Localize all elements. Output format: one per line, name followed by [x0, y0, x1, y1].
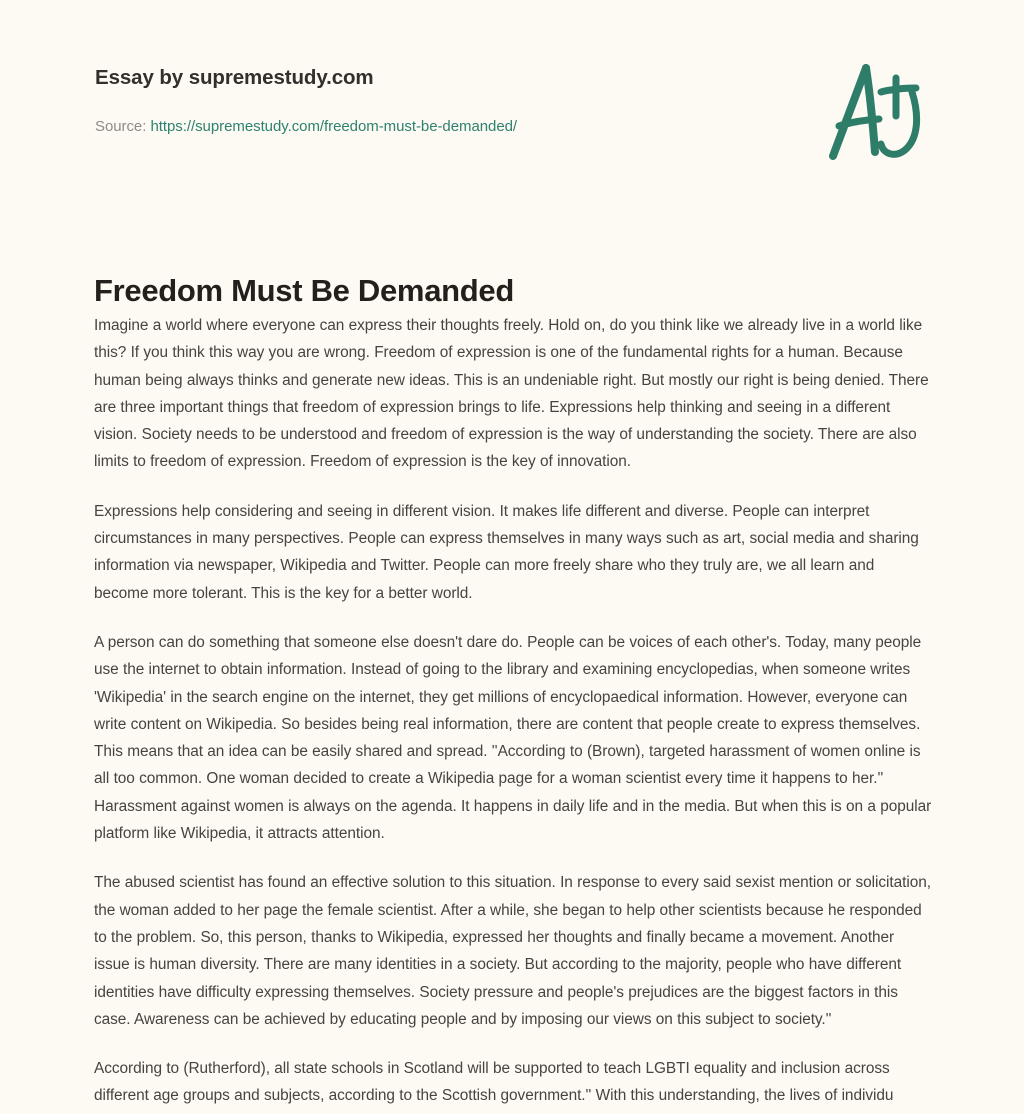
paragraph: The abused scientist has found an effective solution to this situation. In response to every said sexist mention or solicitation, the woman added to her page the female scientist. After a while, she began to help other scientists because he responded to the problem. So, this person, thanks to Wikipedia, expressed her thoughts and finally became a movement. Another issue is human diversity. There are many identities in a society. But according to the majority, people who have different identities have difficulty expressing themselves. Society pressure and people's prejudices are the biggest factors in this case. Awareness can be achieved by educating people and by imposing our views on this subject to society.'': [94, 874, 931, 1028]
byline: Essay by supremestudy.com: [95, 66, 374, 89]
paragraph: Imagine a world where everyone can express their thoughts freely. Hold on, do you think like we already live in a world like this? If you think this way you are wrong. Freedom of expression is one of the fundamental rights for a human. Because human being always thinks and generate new ideas. This is an undeniable right. But mostly our right is being denied. There are three important things that freedom of expression brings to life. Expressions help thinking and seeing in a different vision. Society needs to be understood and freedom of expression is the way of understanding the society. There are also limits to freedom of expression. Freedom of expression is the key of innovation.: [94, 317, 929, 471]
source-url-link[interactable]: https://supremestudy.com/freedom-must-be-demanded/: [150, 118, 518, 135]
document-header: [0, 0, 1024, 200]
source-label: Source:: [95, 118, 147, 135]
paragraph: According to (Rutherford), all state schools in Scotland will be supported to teach LGBTI equality and inclusion across different age groups and subjects, according to the Scottish government.'' With this understanding, the lives of individu: [94, 1060, 894, 1105]
a-plus-logo-icon: [813, 56, 943, 176]
paragraph: Expressions help considering and seeing in different vision. It makes life different and diverse. People can interpret circumstances in many perspectives. People can express themselves in many ways such as art, social media and sharing information via newspaper, Wikipedia and Twitter. People can more freely share who they truly are, we all learn and become more tolerant. This is the key for a better world.: [94, 502, 919, 602]
essay-body: [94, 312, 932, 1110]
page-title: Freedom Must Be Demanded: [94, 272, 514, 308]
paragraph: A person can do something that someone else doesn't dare do. People can be voices of each other's. Today, many people use the internet to obtain information. Instead of going to the library and examining encyclopedias, when someone writes 'Wikipedia' in the search engine on the internet, they get millions of encyclopaedical information. However, everyone can write content on Wikipedia. So besides being real information, there are content that people create to express themselves. This means that an idea can be easily shared and spread. ''According to (Brown), targeted harassment of women online is all too common. One woman decided to create a Wikipedia page for a woman scientist every time it happens to her.'' Harassment against women is always on the agenda. It happens in daily life and in the media. But when this is on a popular platform like Wikipedia, it attracts attention.: [94, 633, 932, 843]
source-line: [95, 118, 517, 135]
